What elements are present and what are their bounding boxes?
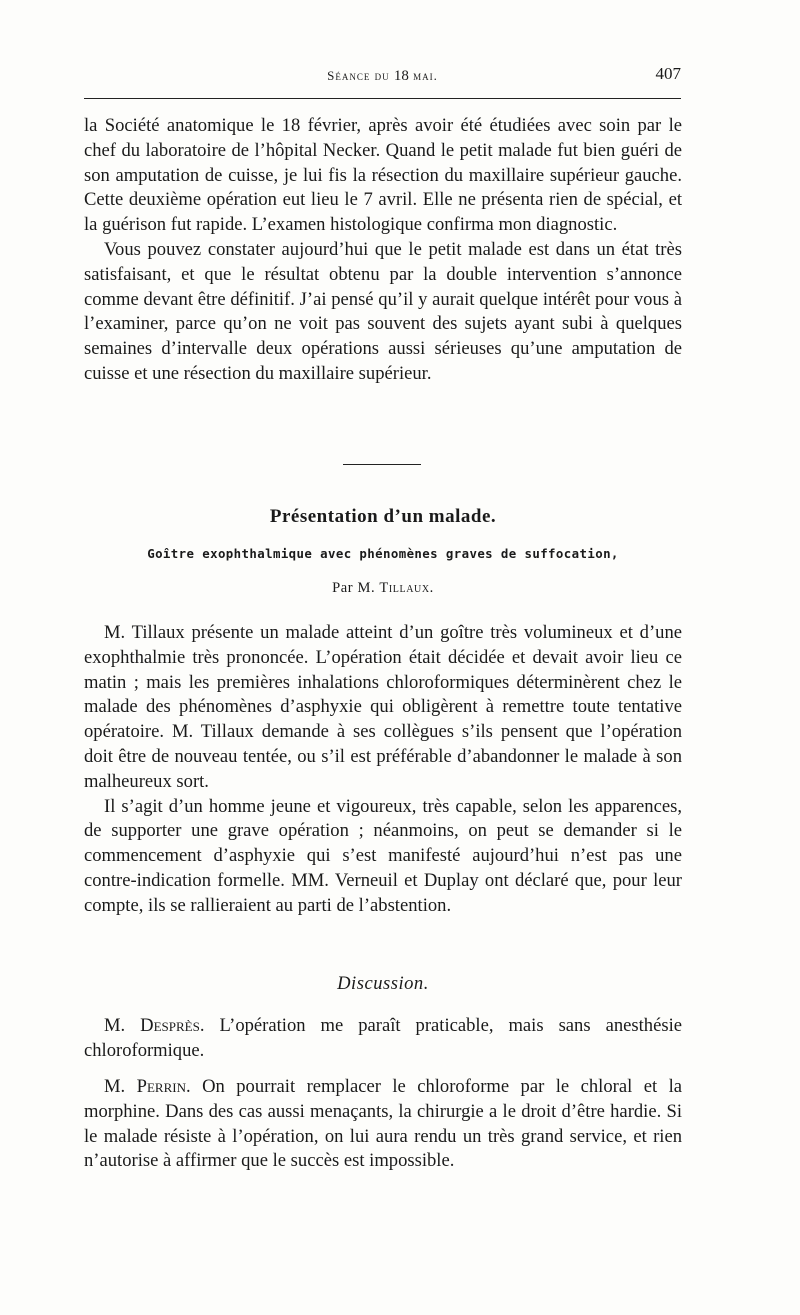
speaker-name: Desprès xyxy=(140,1015,200,1036)
intro-paragraph-2: Vous pouvez constater aujourd’hui que le petit malade est dans un état très satisfaisant, et que le résultat obtenu par la double intervention s’annonce comme devant être définitif. J’ai pensé qu’il y aurait quelque intérêt pour vous à l’examiner, parce qu’on ne voit pas souvent des sujets ayant subi à quelques semaines d’intervalle deux opérations aussi sérieuses qu’une amputation de cuisse et une résection du maxillaire supérieur. xyxy=(84,238,682,384)
speaker-title: M. xyxy=(104,1076,137,1097)
section-paragraph-1: M. Tillaux présente un malade atteint d’un goître très volumineux et d’une exophthalmie très prononcée. L’opération était décidée et devait avoir lieu ce matin ; mais les premières inhalations chloroformiques déterminèrent chez le malade des phénomènes d’asphyxie qui obligèrent à remettre toute tentative opératoire. M. Tillaux demande à ses collègues s’ils pensent que l’opération doit être de nouveau tentée, ou s’il est préférable d’abandonner le malade à son malheureux sort. xyxy=(84,622,682,792)
running-title-prefix: Séance du xyxy=(327,68,394,83)
section-paragraph-2: Il s’agit d’un homme jeune et vigoureux, très capable, selon les apparences, de supporter une grave opération ; néanmoins, on peut se demander si le commencement d’asphyxie qui s’est manifesté aujourd’hui n’est pas une contre-indication formelle. MM. Verneuil et Duplay ont déclaré que, pour leur compte, ils se rallieraient au parti de l’abstention. xyxy=(84,795,682,916)
speaker-name: Perrin xyxy=(136,1076,186,1097)
running-title-suffix: mai. xyxy=(408,68,438,83)
speaker-remark: . On pourrait remplacer le chloroforme par le chloral et la morphine. Dans des cas aussi menaçants, la chirurgie a le droit d’être hardie. Si le malade résiste à l’opération, on lui aura rendu un très grand service, et rien n’autorise à affirmer que le succès est impossible. xyxy=(84,1076,682,1172)
intro-paragraph-1: la Société anatomique le 18 février, après avoir été étudiées avec soin par le chef du laboratoire de l’hôpital Necker. Quand le petit malade fut bien guéri de son amputation de cuisse, je lui fis la résection du maxillaire supérieur gauche. Cette deuxième opération eut lieu le 7 avril. Elle ne présenta rien de spécial, et la guérison fut rapide. L’examen histologique confirma mon diagnostic. xyxy=(84,115,682,236)
running-title-day: 18 xyxy=(393,68,409,84)
byline-suffix: . xyxy=(429,580,434,596)
page-number: 407 xyxy=(655,64,681,83)
intro-text xyxy=(84,114,682,387)
section-divider xyxy=(343,464,421,465)
discussion-heading: Discussion. xyxy=(337,973,429,994)
discussion-entry-despres xyxy=(84,1014,682,1064)
discussion-paragraph-2 xyxy=(84,1075,682,1174)
header-rule xyxy=(84,98,681,99)
section-text xyxy=(84,621,682,919)
byline-author: Tillaux xyxy=(379,580,430,596)
section-title: Présentation d’un malade. xyxy=(269,506,497,527)
running-header xyxy=(84,64,681,88)
byline-prefix: Par M. xyxy=(332,580,380,596)
speaker-title: M. xyxy=(104,1015,141,1036)
discussion-entry-perrin xyxy=(84,1075,682,1174)
section-byline xyxy=(84,580,682,597)
running-title xyxy=(84,68,681,85)
section-subtitle: Goître exophthalmique avec phénomènes graves de suffocation, xyxy=(147,546,619,561)
discussion-paragraph-1 xyxy=(84,1014,682,1064)
speaker-remark: . L’opération me paraît praticable, mais sans anesthésie chloroformique. xyxy=(84,1015,682,1061)
